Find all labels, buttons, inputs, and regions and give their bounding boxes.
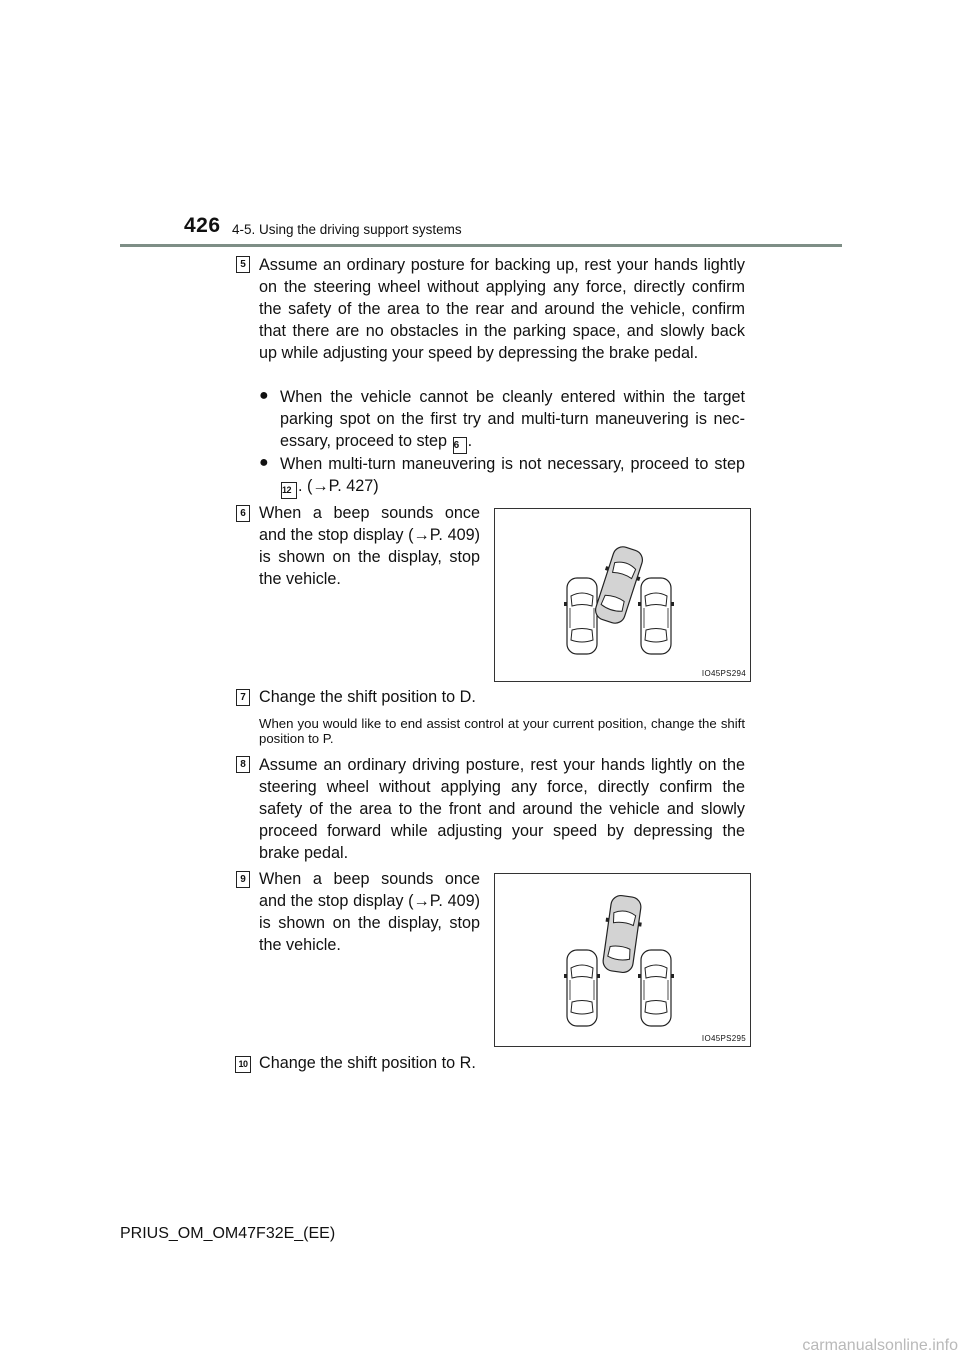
step-5-bullet-1 — [280, 386, 745, 454]
step-9-text: When a beep sounds once and the stop display (→P. 409) is shown on the display, stop the vehicle. — [259, 870, 480, 954]
step-7-text: Change the shift position to D. — [259, 688, 476, 706]
header-rule — [120, 244, 842, 247]
bullet-dot: ● — [259, 387, 269, 404]
figure-parking-1 — [494, 508, 751, 682]
step-5-bullet-2-text: When multi-turn maneuvering is not necessary, proceed to step — [280, 455, 745, 473]
step-7-marker: 7 — [236, 689, 250, 706]
section-title: 4-5. Using the driving support systems — [232, 222, 462, 237]
step-10-text: Change the shift position to R. — [259, 1054, 476, 1072]
step-6-marker: 6 — [236, 505, 250, 522]
document-code: PRIUS_OM_OM47F32E_(EE) — [120, 1225, 336, 1242]
parked-car-left — [564, 578, 600, 654]
step-9-marker: 9 — [236, 871, 250, 888]
step-8-text: Assume an ordinary driving posture, rest your hands lightly on the steering wheel without applying any force, directly confirm the safety of the area to the front and around the vehicle and slowly proceed forward while adjusting your speed by depressing the brake pedal. — [259, 756, 745, 862]
step-5-bullet-1-end: . — [467, 432, 473, 450]
step-8-marker: 8 — [236, 756, 250, 773]
step-5-bullet-2-end: . (→P. 427) — [298, 477, 379, 495]
step-6-reference[interactable]: 6 — [453, 437, 467, 454]
parking-diagram-1 — [495, 509, 750, 681]
figure-1-code: IO45PS294 — [701, 669, 746, 678]
bullet-dot: ● — [259, 454, 269, 471]
step-5-marker: 5 — [236, 256, 250, 273]
step-7-note: When you would like to end assist control at your current position, change the shift position to P. — [259, 716, 745, 746]
moving-car — [599, 894, 645, 974]
step-6-text: When a beep sounds once and the stop display (→P. 409) is shown on the display, stop the vehicle. — [259, 504, 480, 588]
step-5-text: Assume an ordinary posture for backing up, rest your hands lightly on the steering wheel without applying any force, directly confirm the safety of the area to the rear and around the vehicle, confirm that there are no obstacles in the parking space, and slowly back up while adjusting your speed by depressing the brake pedal. — [259, 256, 745, 362]
figure-2-code: IO45PS295 — [701, 1034, 746, 1043]
parking-diagram-2 — [495, 874, 750, 1046]
parked-car-left — [564, 950, 600, 1026]
step-5-bullet-2 — [280, 453, 745, 499]
figure-parking-2 — [494, 873, 751, 1047]
step-10-marker: 10 — [235, 1056, 251, 1073]
step-12-reference[interactable]: 12 — [281, 482, 297, 499]
parked-car-right — [638, 950, 674, 1026]
page-number: 426 — [184, 214, 221, 237]
parked-car-right — [638, 578, 674, 654]
watermark: carmanualsonline.info — [802, 1337, 958, 1354]
step-5-bullet-1-text: When the vehicle cannot be cleanly entered within the target parking spot on the first try and multi-turn maneuvering is nec-essary, proceed to step — [280, 388, 745, 450]
moving-car — [590, 543, 648, 626]
